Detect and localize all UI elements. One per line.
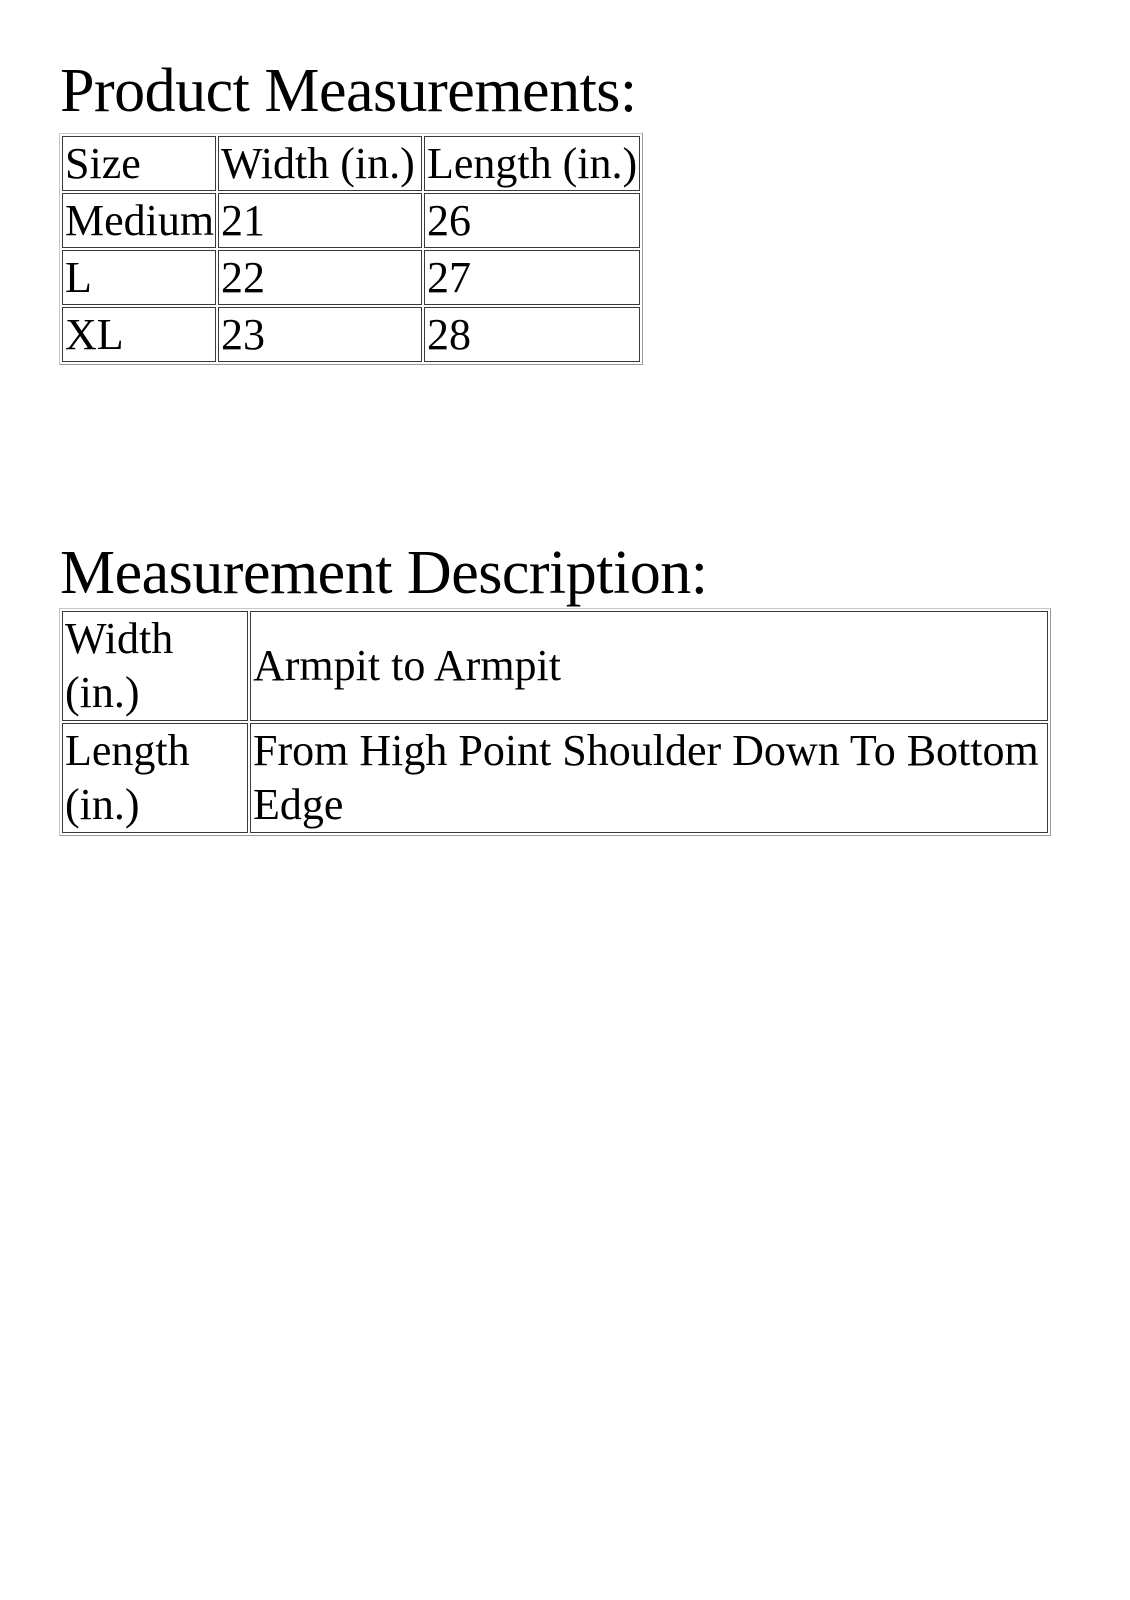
table-row bbox=[62, 307, 640, 362]
cell-length: 28 bbox=[424, 307, 640, 362]
measurement-description-table bbox=[59, 608, 1051, 836]
cell-size: Medium bbox=[62, 193, 216, 248]
cell-length: 27 bbox=[424, 250, 640, 305]
cell-measure-description: Armpit to Armpit bbox=[250, 611, 1048, 721]
table-header-row bbox=[62, 136, 640, 191]
cell-width: 22 bbox=[218, 250, 422, 305]
table-row bbox=[62, 250, 640, 305]
cell-size: XL bbox=[62, 307, 216, 362]
header-size: Size bbox=[62, 136, 216, 191]
cell-width: 23 bbox=[218, 307, 422, 362]
size-measurements-table bbox=[59, 133, 643, 365]
product-measurements-heading: Product Measurements: bbox=[60, 57, 637, 125]
table-row bbox=[62, 193, 640, 248]
cell-width: 21 bbox=[218, 193, 422, 248]
cell-measure-description: From High Point Shoulder Down To Bottom Edge bbox=[250, 723, 1048, 833]
header-width: Width (in.) bbox=[218, 136, 422, 191]
cell-measure-name: Length (in.) bbox=[62, 723, 248, 833]
table-row bbox=[62, 611, 1048, 721]
table-row bbox=[62, 723, 1048, 833]
cell-measure-name: Width (in.) bbox=[62, 611, 248, 721]
cell-size: L bbox=[62, 250, 216, 305]
cell-length: 26 bbox=[424, 193, 640, 248]
measurement-description-heading: Measurement Description: bbox=[60, 539, 708, 607]
header-length: Length (in.) bbox=[424, 136, 640, 191]
